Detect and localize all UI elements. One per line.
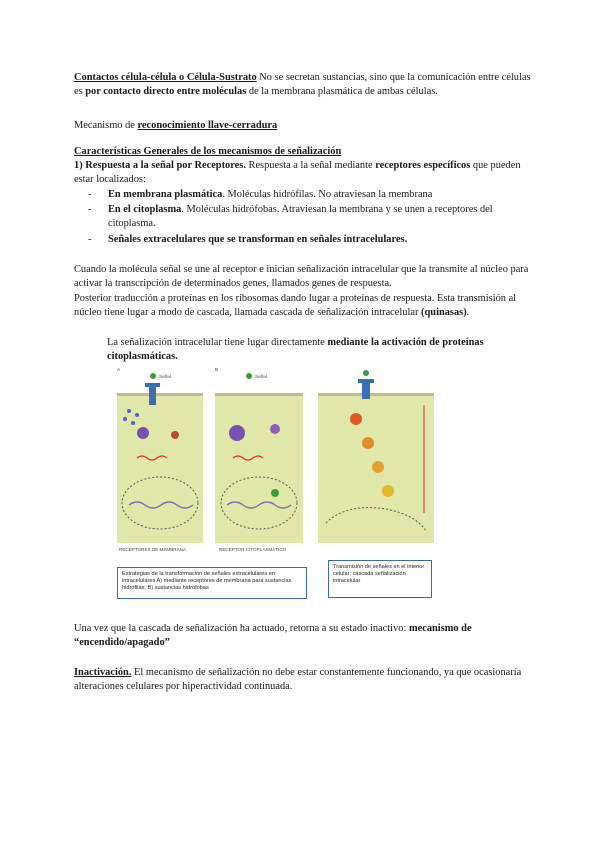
panel-b [213,363,305,555]
bullet-item: - Señales extracelulares que se transforman en señales intracelulares. [88,233,538,247]
figure-caption-left: Estrategias de la transformación de señales extracelulares en intracelulares A) mediante receptores de membrana para sustancias hidrófilas. B) sustancias hidrófobas [117,567,307,599]
onoff-paragraph: Una vez que la cascada de señalización ha actuado, retorna a su estado inactivo: mecanismo de “encendido/apagado” [74,623,472,649]
panel-a [115,363,205,555]
panel-c-illustration [316,363,439,555]
characteristics-heading: Características Generales de los mecanismos de señalización [74,146,342,157]
svg-text:RECEPTOR CITOPLASMÁTICO: RECEPTOR CITOPLASMÁTICO [219,547,287,552]
mechanism-prefix: Mecanismo de [74,120,138,131]
cascade-indented: La señalización intracelular tiene lugar directamente mediante la activación de proteínas citoplasmáticas. [107,337,484,363]
intro-text-2: de la membrana plasmática de ambas células. [246,86,438,98]
point-1: 1) Respuesta a la señal por Receptores. Respuesta a la señal mediante receptores específicos que pueden estar localizados: [74,160,521,186]
mechanism-term: reconocimiento llave-cerradura [137,120,278,131]
bullet-dash-icon: - [88,204,92,215]
bullet-item: - En el citoplasma. Moléculas hidrófobas. Atraviesan la membrana y se unen a receptores del citoplasma. [88,204,493,230]
signaling-figure [115,363,439,603]
intro-paragraph [74,71,536,99]
intro-bold: por contacto directo entre moléculas [85,86,247,98]
bullet-dash-icon: - [88,189,92,200]
bullet-item: - En membrana plasmática. Moléculas hidrófilas. No atraviesan la membrana [88,188,538,202]
inactivation-paragraph: Inactivación. El mecanismo de señalización no debe estar constantemente funcionando, ya que ocasionaría alteraciones celulares por hiperactividad continuada. [74,667,522,693]
inactivation-title: Inactivación. [74,667,132,678]
intro-text-1: No se secretan sustancias, sino que la comunicación entre células es [74,72,531,98]
cascade-paragraph-1: Cuando la molécula señal se une al receptor e inician señalización intracelular que la transmite al núcleo para activar la transcripción de determinados genes, llamados genes de respuesta. [74,264,529,290]
panel-c [316,363,439,555]
svg-text:Señal: Señal [159,374,171,379]
panel-b-illustration [213,363,305,555]
point-1-bold: 1) Respuesta a la señal por Receptores. [74,160,246,171]
bullet-dash-icon: - [88,234,92,245]
svg-text:A: A [117,367,121,372]
figure-caption-right: Transmisión de señales en el interior celular: cascada señalización intracelular [328,560,432,598]
svg-text:RECEPTORES DE MEMBRANA: RECEPTORES DE MEMBRANA [119,547,187,552]
mechanism-line [74,119,536,133]
svg-text:B: B [215,367,219,372]
cascade-paragraph-2: Posterior traducción a proteínas en los ribosomas dando lugar a proteínas de respuesta. Esta transmisión al núcleo tiene lugar a modo de cascada, llamada cascada de señalización intracelular (quinasas). [74,293,517,319]
svg-text:Señal: Señal [255,374,267,379]
panel-a-illustration [115,363,205,555]
intro-title: Contactos célula-célula o Célula-Sustrato [74,72,257,83]
